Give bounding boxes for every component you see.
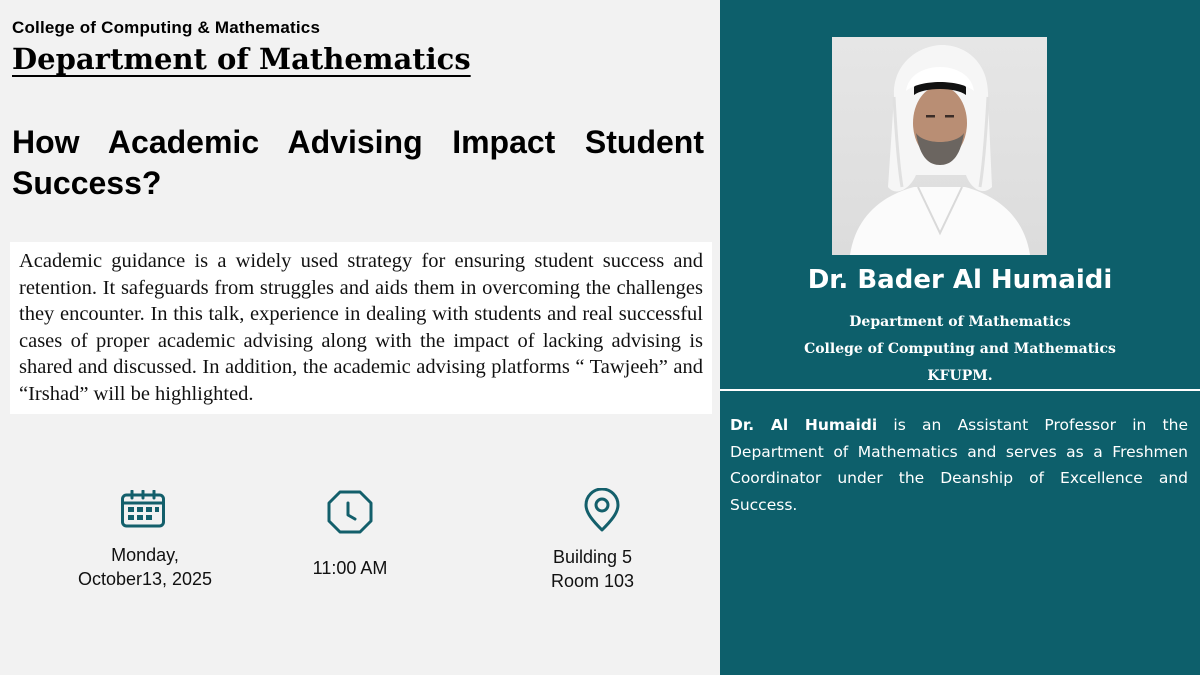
event-room: Room 103 — [550, 571, 635, 591]
event-date-weekday: Monday, — [111, 545, 179, 565]
divider-line — [720, 389, 1200, 391]
event-time: 11:00 AM — [312, 558, 388, 578]
speaker-bio-name: Dr. Al Humaidi — [730, 416, 878, 434]
event-date — [55, 543, 235, 591]
calendar-icon — [120, 490, 166, 528]
speaker-bio-text: is an Assistant Professor in the Department of Mathematics and serves as a Freshmen Coordinator under the Deanship of Excellence and Success. — [730, 416, 1188, 514]
clock-icon — [327, 490, 373, 534]
speaker-affiliation-college: College of Computing and Mathematics — [804, 341, 1116, 357]
event-location — [520, 545, 665, 593]
speaker-photo — [832, 37, 1047, 255]
abstract-box — [10, 242, 712, 414]
department-title: Department of Mathematics — [12, 42, 471, 76]
event-building: Building 5 — [552, 547, 633, 567]
speaker-affiliation-university: KFUPM. — [927, 368, 993, 384]
location-pin-icon — [583, 488, 621, 532]
speaker-bio — [730, 412, 1188, 518]
college-name: College of Computing & Mathematics — [12, 18, 321, 37]
abstract-text: Academic guidance is a widely used strategy for ensuring student success and retention. It safeguards from struggles and aids them in overcoming the challenges they encounter. In this talk, experience in dealing with students and real successful cases of proper academic advising along with the impact of lacking advising is shared and discussed. In addition, the academic advising platforms “ Tawjeeh” and “Irshad” will be highlighted. — [19, 250, 703, 405]
speaker-affiliation-department: Department of Mathematics — [849, 314, 1071, 330]
talk-title: How Academic Advising Impact Student Success? — [12, 124, 704, 201]
speaker-name: Dr. Bader Al Humaidi — [807, 265, 1113, 295]
event-date-day: October13, 2025 — [77, 569, 213, 589]
